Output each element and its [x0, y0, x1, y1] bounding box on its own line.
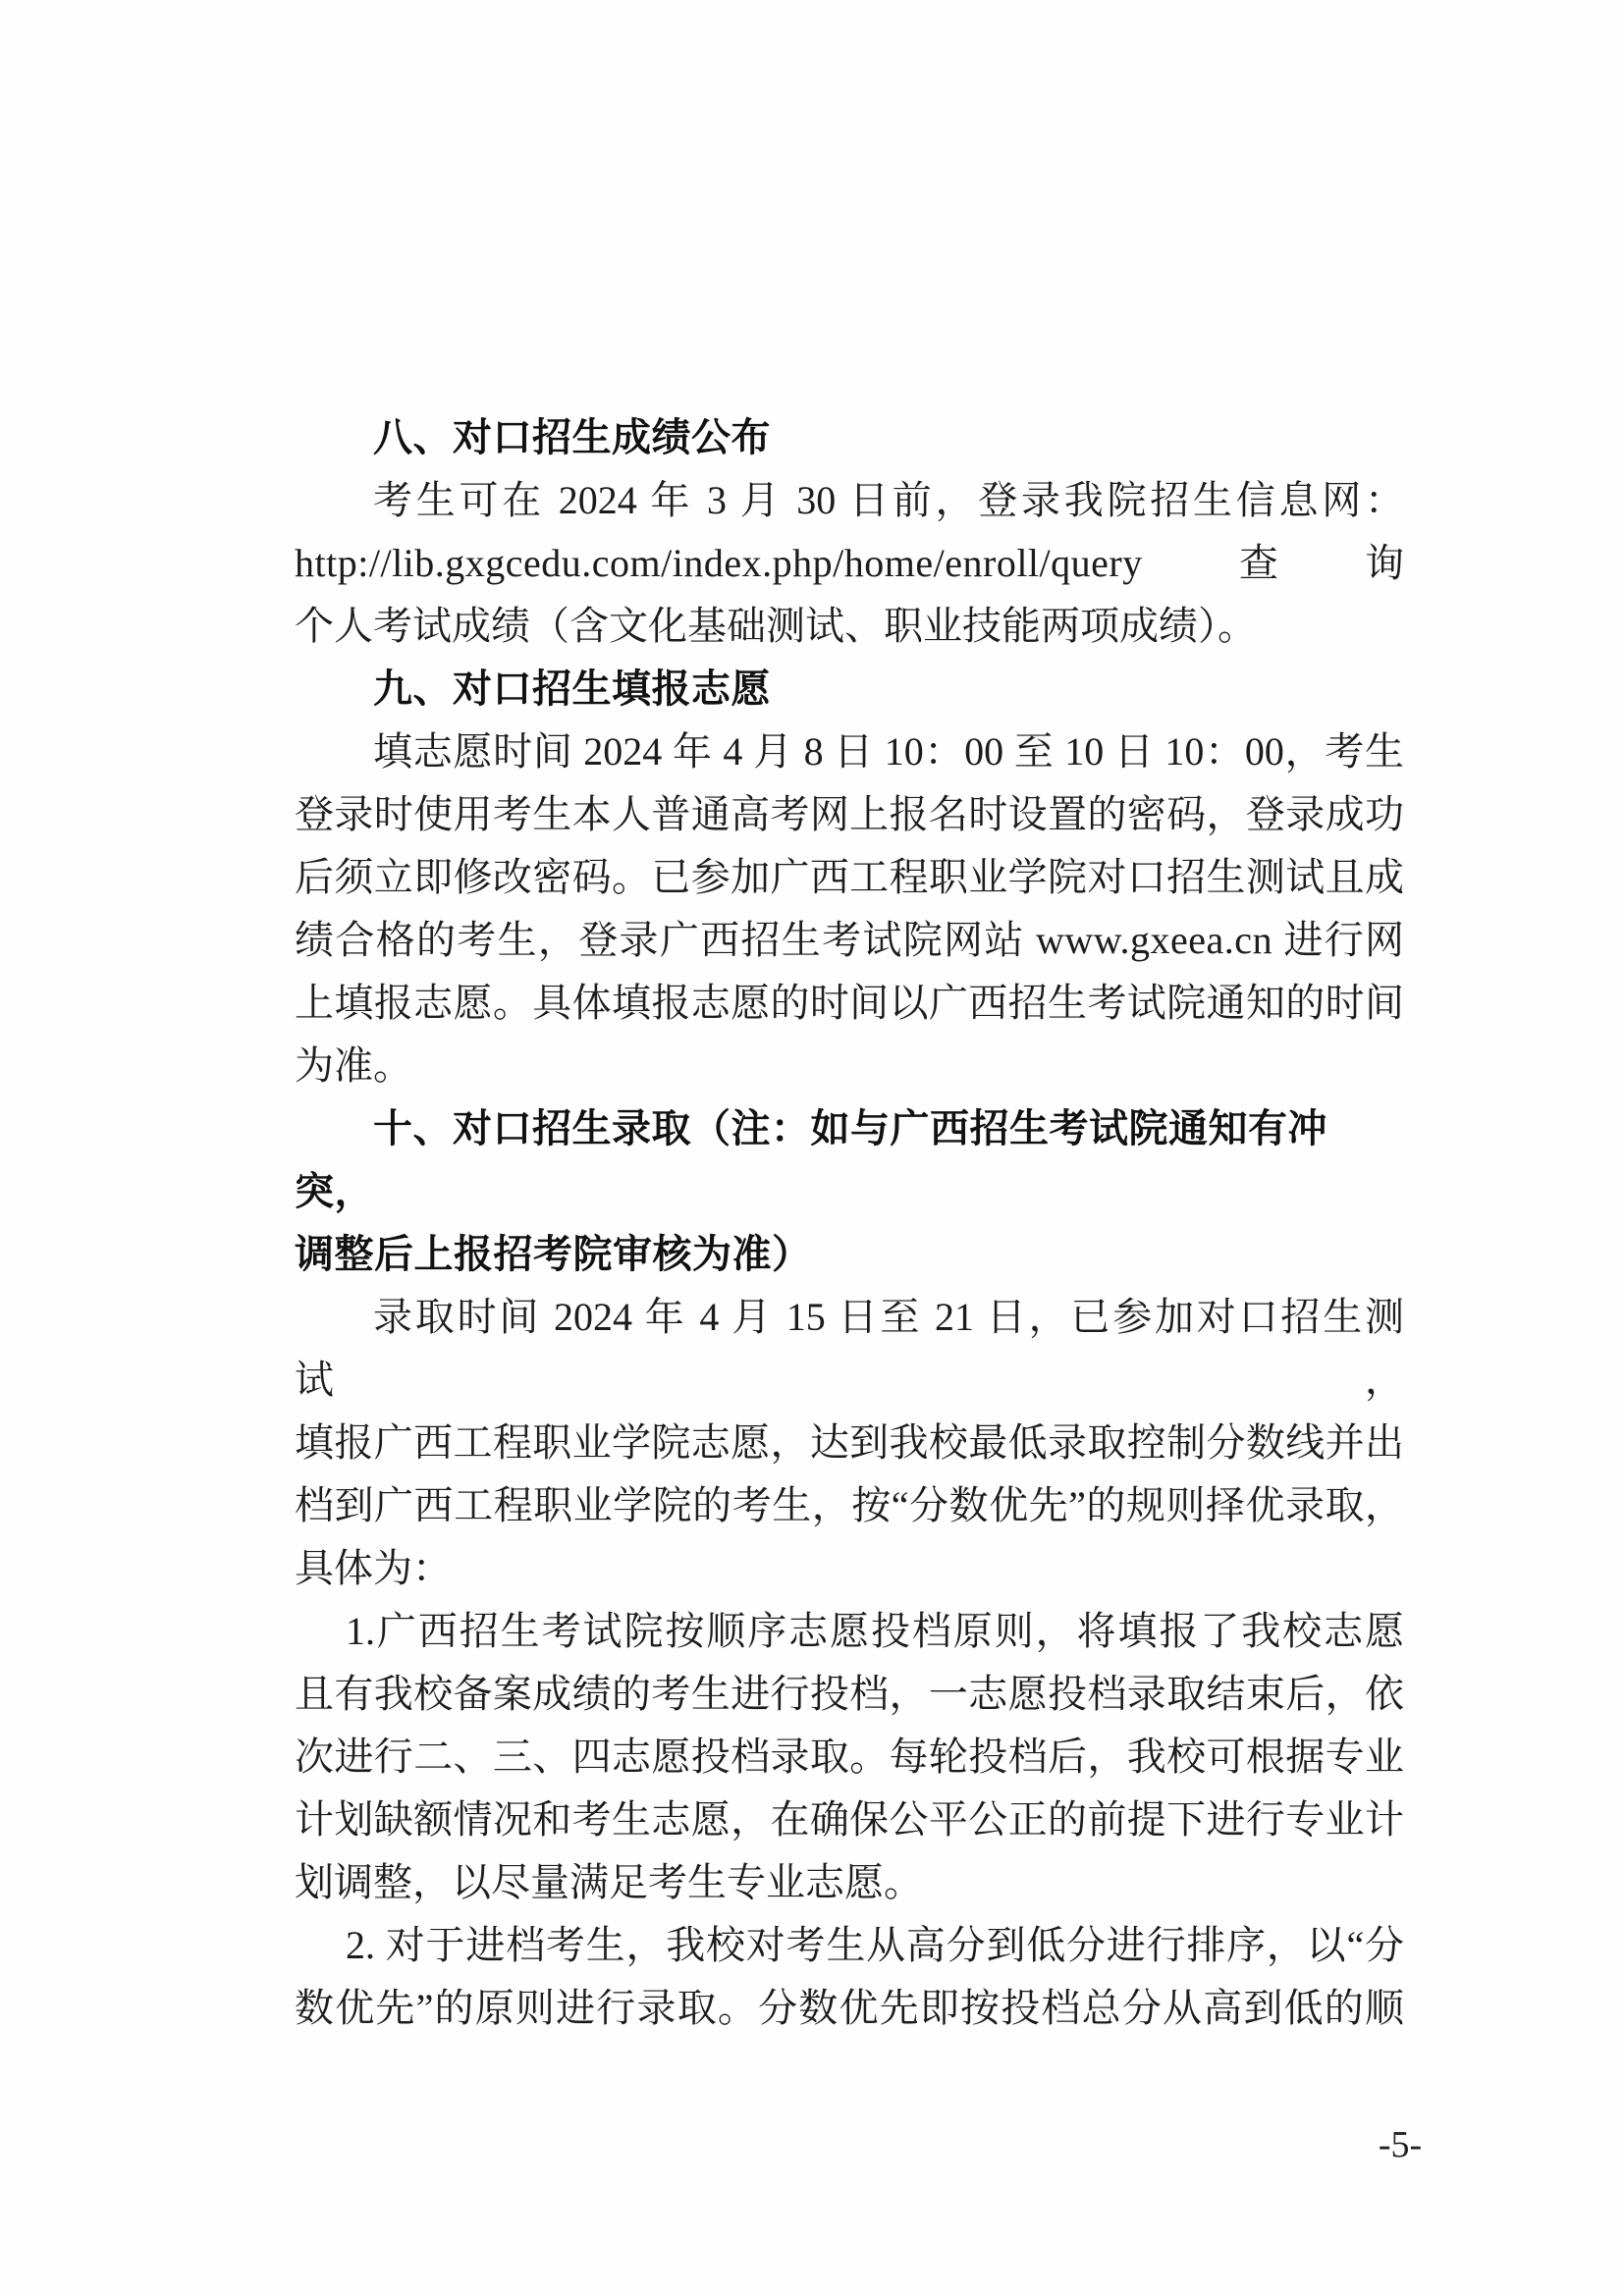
body-text-line	[295, 909, 1404, 972]
text-segment: 八、对口招生成绩公布	[373, 416, 771, 459]
section-heading-line	[295, 1097, 1404, 1223]
text-segment: 为准。	[295, 1043, 412, 1088]
body-text-line	[295, 1851, 1404, 1914]
body-text-line	[295, 1600, 1404, 1663]
url-text: http://lib.gxgcedu.com/index.php/home/enroll/query	[295, 541, 1143, 585]
text-segment: 数优先”的原则进行录取。分数优先即按投档总分从高到低的顺	[295, 1986, 1404, 2030]
text-segment: 填志愿时间 2024 年 4 月 8 日 10：00 至 10 日 10：00，考生	[373, 729, 1404, 774]
url-text: www.gxeea.cn	[1035, 918, 1273, 962]
text-segment: 考生可在 2024 年 3 月 30 日前，登录我院招生信息网：	[373, 478, 1404, 522]
section-heading-line	[295, 658, 1404, 721]
text-segment: 2. 对于进档考生，我校对考生从高分到低分进行排序，以“分	[346, 1923, 1404, 1967]
section-heading-line	[295, 1223, 1404, 1286]
body-text-line	[295, 1663, 1404, 1726]
text-segment: 录取时间 2024 年 4 月 15 日至 21 日，已参加对口招生测试，	[295, 1295, 1404, 1402]
text-segment: 划调整，以尽量满足考生专业志愿。	[295, 1860, 923, 1904]
body-text-line	[295, 595, 1404, 658]
text-segment: 1.广西招生考试院按顺序志愿投档原则，将填报了我校志愿	[346, 1609, 1404, 1653]
text-segment: 个人考试成绩（含文化基础测试、职业技能两项成绩）。	[295, 604, 1257, 648]
body-text-line	[295, 972, 1404, 1035]
body-text-line	[295, 1914, 1404, 1977]
text-segment: 查询	[1142, 541, 1404, 585]
text-segment: 调整后上报招考院审核为准）	[295, 1233, 812, 1276]
text-segment: 九、对口招生填报志愿	[373, 667, 771, 711]
body-text-line	[295, 469, 1404, 532]
text-segment: 且有我校备案成绩的考生进行投档，一志愿投档录取结束后，依	[295, 1672, 1404, 1716]
text-segment: 十、对口招生录取（注：如与广西招生考试院通知有冲突，	[295, 1107, 1327, 1213]
text-segment: 次进行二、三、四志愿投档录取。每轮投档后，我校可根据专业	[295, 1735, 1404, 1779]
body-text-line	[295, 1286, 1404, 1412]
body-text-line	[295, 1537, 1404, 1600]
text-segment: 上填报志愿。具体填报志愿的时间以广西招生考试院通知的时间	[295, 981, 1404, 1025]
body-text-line	[295, 1726, 1404, 1789]
body-text-line	[295, 1474, 1404, 1537]
body-text-line	[295, 1412, 1404, 1474]
page-number: -5-	[1378, 2124, 1423, 2165]
body-text-line	[295, 783, 1404, 846]
text-segment: 后须立即修改密码。已参加广西工程职业学院对口招生测试且成	[295, 855, 1404, 899]
text-segment: 登录时使用考生本人普通高考网上报名时设置的密码，登录成功	[295, 792, 1404, 836]
text-segment: 进行网	[1272, 918, 1405, 962]
section-heading-line	[295, 406, 1404, 469]
text-segment: 绩合格的考生，登录广西招生考试院网站	[295, 918, 1036, 962]
text-segment: 具体为：	[295, 1546, 452, 1590]
text-segment: 档到广西工程职业学院的考生，按“分数优先”的规则择优录取，	[295, 1483, 1404, 1527]
body-text-line	[295, 721, 1404, 783]
body-text-line	[295, 1977, 1404, 2040]
body-text-line	[295, 1789, 1404, 1851]
body-text-line	[295, 532, 1404, 595]
body-text-line	[295, 846, 1404, 909]
document-content	[295, 406, 1404, 2040]
text-segment: 计划缺额情况和考生志愿，在确保公平公正的前提下进行专业计	[295, 1797, 1404, 1842]
text-segment: 填报广西工程职业学院志愿，达到我校最低录取控制分数线并出	[295, 1420, 1404, 1465]
body-text-line	[295, 1035, 1404, 1097]
